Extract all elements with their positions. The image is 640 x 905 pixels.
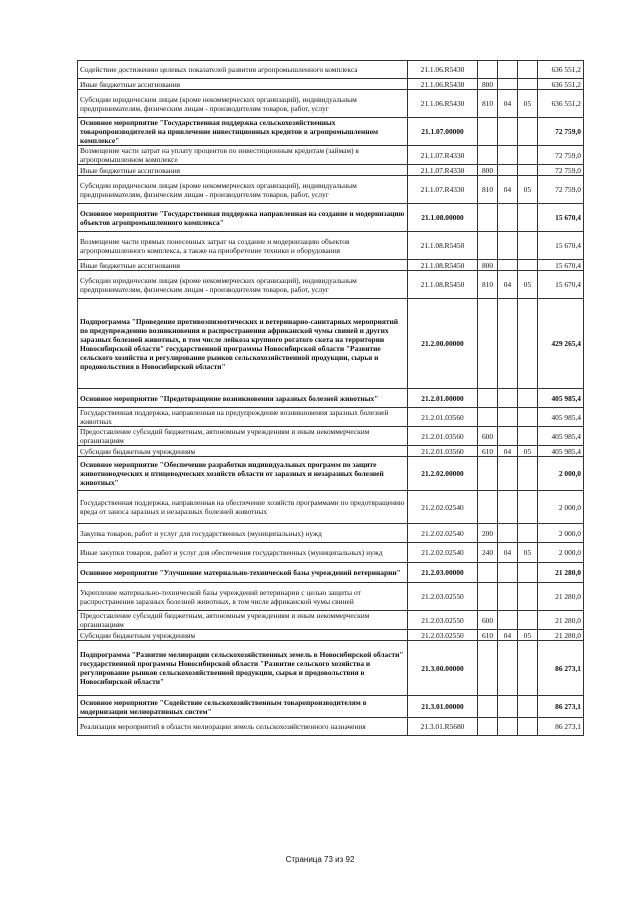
row-name-cell: Государственная поддержка, направленная на предупреждение возникновения заразных болезней животных [78,408,408,427]
row-expense-type-cell: 610 [478,446,498,457]
row-expense-type-cell [478,61,498,79]
row-expense-type-cell [478,696,498,718]
row-amount-cell: 72 759,0 [538,165,584,176]
row-name-cell: Субсидии юридическим лицам (кроме некоммерческих организаций), индивидуальным предпринимателям, физическим лицам - производителям товаров, работ, услуг [78,90,408,118]
table-row [78,491,584,524]
row-amount-cell: 2 000,0 [538,457,584,491]
row-amount-cell: 405 985,4 [538,389,584,408]
row-subsection-cell [518,118,538,146]
row-section-cell: 04 [498,176,518,204]
row-code-cell: 21.2.02.02540 [408,491,478,524]
table-row [78,146,584,165]
row-amount-cell: 405 985,4 [538,408,584,427]
row-code-cell: 21.2.01.03560 [408,446,478,457]
row-code-cell: 21.2.01.03560 [408,408,478,427]
row-expense-type-cell [478,146,498,165]
row-subsection-cell: 05 [518,90,538,118]
row-subsection-cell [518,583,538,611]
row-expense-type-cell [478,457,498,491]
row-section-cell [498,118,518,146]
row-section-cell [498,718,518,736]
page-number-footer: Страница 73 из 92 [285,855,355,864]
row-amount-cell: 405 985,4 [538,446,584,457]
row-expense-type-cell: 800 [478,260,498,271]
row-code-cell: 21.1.07.R4330 [408,146,478,165]
table-row [78,204,584,232]
row-section-cell [498,61,518,79]
row-subsection-cell [518,146,538,165]
row-expense-type-cell [478,641,498,696]
row-code-cell: 21.2.03.02550 [408,611,478,630]
row-section-cell: 04 [498,446,518,457]
row-code-cell: 21.1.06.R5430 [408,90,478,118]
row-name-cell: Иные бюджетные ассигнования [78,79,408,90]
row-amount-cell: 429 265,4 [538,299,584,389]
row-name-cell: Подпрограмма "Проведение противоэпизоотических и ветеринарно-санитарных мероприятий по предупреждению возникновения и распространения африканской чумы свиней и других заразных болезней животных, в том числе лейкоза крупного рогатого скота на территории Новосибирской области" государственной программы Новосибирской области "Развитие сельского хозяйства и регулирование рынков сельскохозяйственной продукции, сырья и продовольствия в Новосибирской области" [78,299,408,389]
row-section-cell [498,408,518,427]
row-code-cell: 21.2.03.00000 [408,563,478,583]
row-name-cell: Иные закупки товаров, работ и услуг для обеспечения государственных (муниципальных) нужд [78,543,408,563]
row-name-cell: Закупка товаров, работ и услуг для государственных (муниципальных) нужд [78,524,408,543]
row-name-cell: Предоставление субсидий бюджетным, автономным учреждениям и иным некоммерческим организациям [78,611,408,630]
row-section-cell [498,641,518,696]
row-subsection-cell [518,61,538,79]
row-subsection-cell [518,427,538,446]
table-row [78,260,584,271]
row-section-cell [498,491,518,524]
table-row [78,563,584,583]
row-name-cell: Основное мероприятие "Обеспечение разработки индивидуальных программ по защите животноводческих и птицеводческих хозяйств области от заразных и незаразных болезней животных" [78,457,408,491]
table-row [78,271,584,299]
row-name-cell: Субсидии юридическим лицам (кроме некоммерческих организаций), индивидуальным предпринимателям, физическим лицам - производителям товаров, работ, услуг [78,271,408,299]
row-section-cell [498,524,518,543]
table-row [78,446,584,457]
row-code-cell: 21.2.01.00000 [408,389,478,408]
row-name-cell: Подпрограмма "Развитие мелиорации сельскохозяйственных земель в Новосибирской области" государственной программы Новосибирской области "Развитие сельского хозяйства и регулирование рынков сельскохозяйственной продукции, сырья и продовольствия в Новосибирской области" [78,641,408,696]
row-code-cell: 21.2.01.03560 [408,427,478,446]
row-subsection-cell [518,165,538,176]
row-subsection-cell [518,641,538,696]
row-code-cell: 21.1.07.R4330 [408,165,478,176]
row-code-cell: 21.1.08.R5450 [408,260,478,271]
row-code-cell: 21.2.03.02550 [408,583,478,611]
row-section-cell: 04 [498,630,518,641]
row-code-cell: 21.2.00.00000 [408,299,478,389]
row-subsection-cell [518,389,538,408]
row-subsection-cell [518,408,538,427]
row-expense-type-cell [478,204,498,232]
row-expense-type-cell [478,299,498,389]
table-row [78,630,584,641]
row-name-cell: Основное мероприятие "Государственная поддержка направленная на создание и модернизацию объектов агропромышленного комплекса" [78,204,408,232]
table-row [78,61,584,79]
row-section-cell [498,79,518,90]
row-code-cell: 21.2.02.00000 [408,457,478,491]
row-amount-cell: 636 551,2 [538,90,584,118]
row-amount-cell: 15 670,4 [538,271,584,299]
table-row [78,524,584,543]
row-name-cell: Иные бюджетные ассигнования [78,165,408,176]
table-row [78,641,584,696]
row-subsection-cell [518,718,538,736]
row-subsection-cell: 05 [518,176,538,204]
row-code-cell: 21.3.00.00000 [408,641,478,696]
row-name-cell: Возмещение части затрат на уплату процентов по инвестиционным кредитам (займам) в агропромышленном комплексе [78,146,408,165]
row-name-cell: Основное мероприятие "Государственная поддержка сельскохозяйственных товаропроизводителей на привлечение инвестиционных кредитов в агропромышленном комплексе" [78,118,408,146]
row-subsection-cell [518,611,538,630]
row-subsection-cell [518,696,538,718]
row-expense-type-cell: 200 [478,524,498,543]
row-code-cell: 21.2.03.02550 [408,630,478,641]
table-row [78,583,584,611]
row-name-cell: Основное мероприятие "Предотвращение возникновения заразных болезней животных" [78,389,408,408]
row-name-cell: Предоставление субсидий бюджетным, автономным учреждениям и иным некоммерческим организациям [78,427,408,446]
row-section-cell [498,232,518,260]
row-amount-cell: 15 670,4 [538,204,584,232]
row-section-cell [498,146,518,165]
row-code-cell: 21.1.07.00000 [408,118,478,146]
table-row [78,389,584,408]
row-section-cell [498,563,518,583]
row-code-cell: 21.3.01.00000 [408,696,478,718]
table-row [78,79,584,90]
row-amount-cell: 72 759,0 [538,146,584,165]
row-expense-type-cell: 810 [478,176,498,204]
table-row [78,232,584,260]
row-code-cell: 21.3.01.R5680 [408,718,478,736]
row-section-cell: 04 [498,543,518,563]
table-row [78,543,584,563]
row-section-cell [498,611,518,630]
row-amount-cell: 21 280,0 [538,630,584,641]
row-amount-cell: 86 273,1 [538,696,584,718]
row-amount-cell: 21 280,0 [538,583,584,611]
row-code-cell: 21.1.06.R5430 [408,61,478,79]
row-name-cell: Субсидии юридическим лицам (кроме некоммерческих организаций), индивидуальным предпринимателям, физическим лицам - производителям товаров, работ, услуг [78,176,408,204]
table-row [78,118,584,146]
table-row [78,299,584,389]
budget-table-body [78,61,584,736]
row-section-cell [498,696,518,718]
table-row [78,718,584,736]
row-section-cell: 04 [498,90,518,118]
row-code-cell: 21.1.07.R4330 [408,176,478,204]
row-expense-type-cell: 800 [478,79,498,90]
row-expense-type-cell [478,491,498,524]
row-subsection-cell [518,204,538,232]
row-amount-cell: 636 551,2 [538,61,584,79]
row-subsection-cell: 05 [518,630,538,641]
row-amount-cell: 21 280,0 [538,611,584,630]
table-row [78,176,584,204]
row-code-cell: 21.1.08.00000 [408,204,478,232]
table-row [78,165,584,176]
row-expense-type-cell [478,563,498,583]
row-code-cell: 21.2.02.02540 [408,543,478,563]
row-subsection-cell [518,260,538,271]
row-name-cell: Иные бюджетные ассигнования [78,260,408,271]
table-row [78,457,584,491]
row-subsection-cell [518,79,538,90]
row-amount-cell: 72 759,0 [538,176,584,204]
row-code-cell: 21.1.08.R5450 [408,271,478,299]
row-code-cell: 21.1.08.R5450 [408,232,478,260]
table-row [78,427,584,446]
row-amount-cell: 2 000,0 [538,524,584,543]
row-section-cell [498,299,518,389]
row-amount-cell: 15 670,4 [538,260,584,271]
row-expense-type-cell: 600 [478,427,498,446]
row-expense-type-cell [478,408,498,427]
row-name-cell: Субсидии бюджетным учреждениям [78,446,408,457]
budget-table [77,60,584,736]
row-expense-type-cell [478,389,498,408]
row-section-cell [498,204,518,232]
row-subsection-cell: 05 [518,446,538,457]
row-name-cell: Субсидии бюджетным учреждениям [78,630,408,641]
row-code-cell: 21.2.02.02540 [408,524,478,543]
table-row [78,408,584,427]
row-name-cell: Содействие достижению целевых показателей развития агропромышленного комплекса [78,61,408,79]
row-section-cell [498,165,518,176]
row-amount-cell: 72 759,0 [538,118,584,146]
row-expense-type-cell: 610 [478,630,498,641]
row-amount-cell: 636 551,2 [538,79,584,90]
row-section-cell: 04 [498,271,518,299]
row-expense-type-cell: 810 [478,90,498,118]
row-subsection-cell [518,524,538,543]
row-section-cell [498,260,518,271]
row-amount-cell: 2 000,0 [538,491,584,524]
row-amount-cell: 86 273,1 [538,641,584,696]
row-section-cell [498,457,518,491]
row-expense-type-cell: 810 [478,271,498,299]
row-expense-type-cell: 240 [478,543,498,563]
row-name-cell: Укрепление материально-технической базы учреждений ветеринарии с целью защиты от распространения заразных болезней животных, в том числе африканской чумы свиней [78,583,408,611]
row-subsection-cell: 05 [518,543,538,563]
row-expense-type-cell: 600 [478,611,498,630]
row-amount-cell: 405 985,4 [538,427,584,446]
row-expense-type-cell: 800 [478,165,498,176]
row-subsection-cell: 05 [518,271,538,299]
row-amount-cell: 86 273,1 [538,718,584,736]
row-expense-type-cell [478,583,498,611]
row-name-cell: Основное мероприятие "Содействие сельскохозяйственным товаропроизводителям в модернизации мелиоративных систем" [78,696,408,718]
row-subsection-cell [518,232,538,260]
row-subsection-cell [518,491,538,524]
row-name-cell: Реализация мероприятий в области мелиорации земель сельскохозяйственного назначения [78,718,408,736]
row-subsection-cell [518,299,538,389]
row-amount-cell: 21 280,0 [538,563,584,583]
row-subsection-cell [518,457,538,491]
row-expense-type-cell [478,718,498,736]
table-row [78,696,584,718]
row-amount-cell: 2 000,0 [538,543,584,563]
table-row [78,90,584,118]
row-amount-cell: 15 670,4 [538,232,584,260]
row-section-cell [498,389,518,408]
row-section-cell [498,583,518,611]
row-name-cell: Основное мероприятие "Улучшение материально-технической базы учреждений ветеринарии" [78,563,408,583]
row-code-cell: 21.1.06.R5430 [408,79,478,90]
row-expense-type-cell [478,118,498,146]
row-section-cell [498,427,518,446]
row-name-cell: Государственная поддержка, направленная на обеспечение хозяйств программами по предотвращению вреда от заноса заразных и незаразных болезней животных [78,491,408,524]
row-expense-type-cell [478,232,498,260]
row-name-cell: Возмещение части прямых понесенных затрат на создание и модернизацию объектов агропромышленного комплекса, а также на приобретение техники и оборудования [78,232,408,260]
row-subsection-cell [518,563,538,583]
table-row [78,611,584,630]
